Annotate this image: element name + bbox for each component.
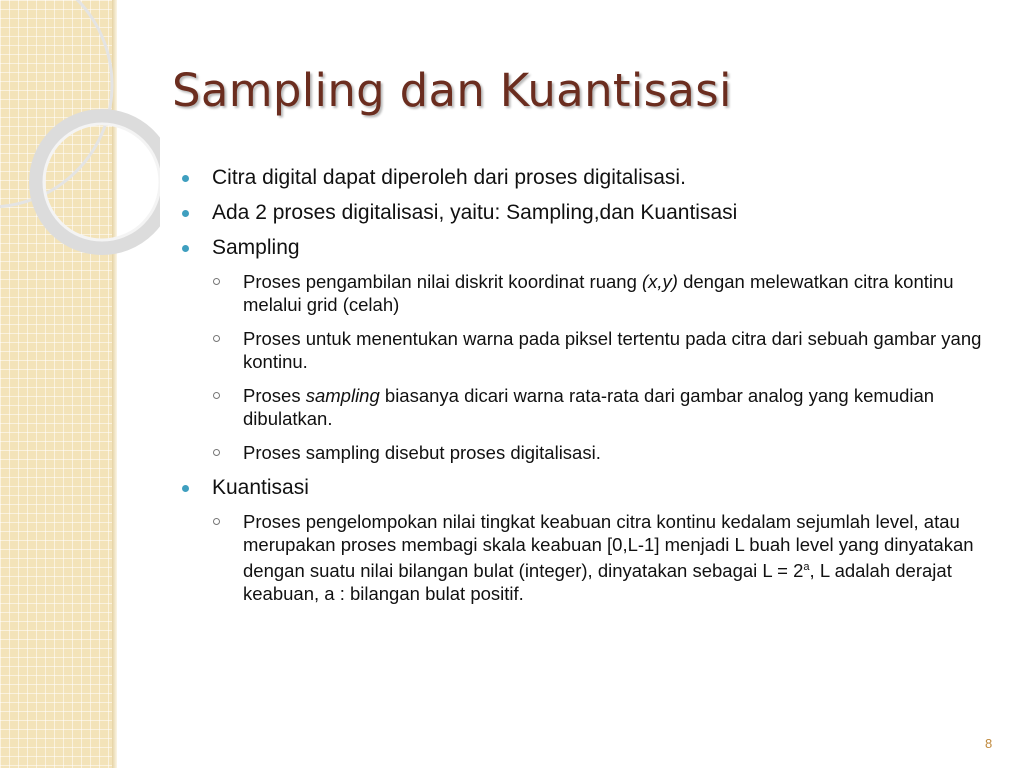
page-number: 8: [985, 736, 993, 751]
text-segment: dengan melewatkan citra kontinu melalui grid (celah): [243, 271, 954, 315]
bullet-proses-digitalisasi: [180, 200, 990, 226]
sub-bullet-sampling-3: [180, 384, 990, 430]
text-segment: Proses pengelompokan nilai tingkat keabuan citra kontinu kedalam sejumlah level, atau merupakan proses membagi skala keabuan [0,L-1] menjadi L buah level yang dinyatakan dengan suatu nilai bilangan bulat (integer), dinyatakan sebagai L = 2: [243, 511, 974, 582]
text-segment: , L adalah derajat keabuan, a : bilangan bulat positif.: [243, 560, 952, 605]
sub-bullet-circle-icon: [213, 278, 220, 285]
decorative-rings: [0, 0, 160, 260]
sub-bullet-sampling-1: [180, 270, 990, 316]
sub-bullet-circle-icon: [213, 392, 220, 399]
slide-content: [180, 165, 990, 616]
thick-ring: [36, 116, 160, 248]
bullet-text: Citra digital dapat diperoleh dari proses digitalisasi.: [212, 166, 686, 189]
sub-bullet-text: Proses untuk menentukan warna pada piksel tertentu pada citra dari sebuah gambar yang kontinu.: [243, 328, 982, 372]
bullet-citra-digital: [180, 165, 990, 191]
sub-bullet-kuantisasi-1: [180, 510, 990, 605]
bullet-text: Sampling: [212, 236, 300, 259]
sub-bullet-text: Proses sampling disebut proses digitalisasi.: [243, 442, 601, 463]
text-segment: biasanya dicari warna rata-rata dari gambar analog yang kemudian dibulatkan.: [243, 385, 935, 429]
bullet-text: Ada 2 proses digitalisasi, yaitu: Sampling,dan Kuantisasi: [212, 201, 738, 224]
bullet-sampling: [180, 235, 990, 261]
bullet-dot-icon: [182, 485, 189, 492]
bullet-kuantisasi: [180, 475, 990, 501]
text-segment: Proses pengambilan nilai diskrit koordinat ruang: [243, 271, 642, 292]
sub-bullet-circle-icon: [213, 335, 220, 342]
text-segment: Proses: [243, 385, 306, 406]
bullet-text: Kuantisasi: [212, 476, 309, 499]
bullet-dot-icon: [182, 175, 189, 182]
thick-ring-highlight: [44, 124, 160, 240]
sub-bullet-circle-icon: [213, 518, 220, 525]
bullet-dot-icon: [182, 210, 189, 217]
bullet-dot-icon: [182, 245, 189, 252]
text-emphasis: sampling: [305, 385, 380, 406]
slide-title: Sampling dan Kuantisasi: [172, 64, 732, 117]
large-ring: [0, 0, 112, 207]
text-emphasis: (x,y): [642, 271, 678, 292]
sub-bullet-sampling-2: [180, 327, 990, 373]
sub-bullet-sampling-4: [180, 441, 990, 464]
sub-bullet-circle-icon: [213, 449, 220, 456]
superscript-a: a: [803, 561, 810, 573]
